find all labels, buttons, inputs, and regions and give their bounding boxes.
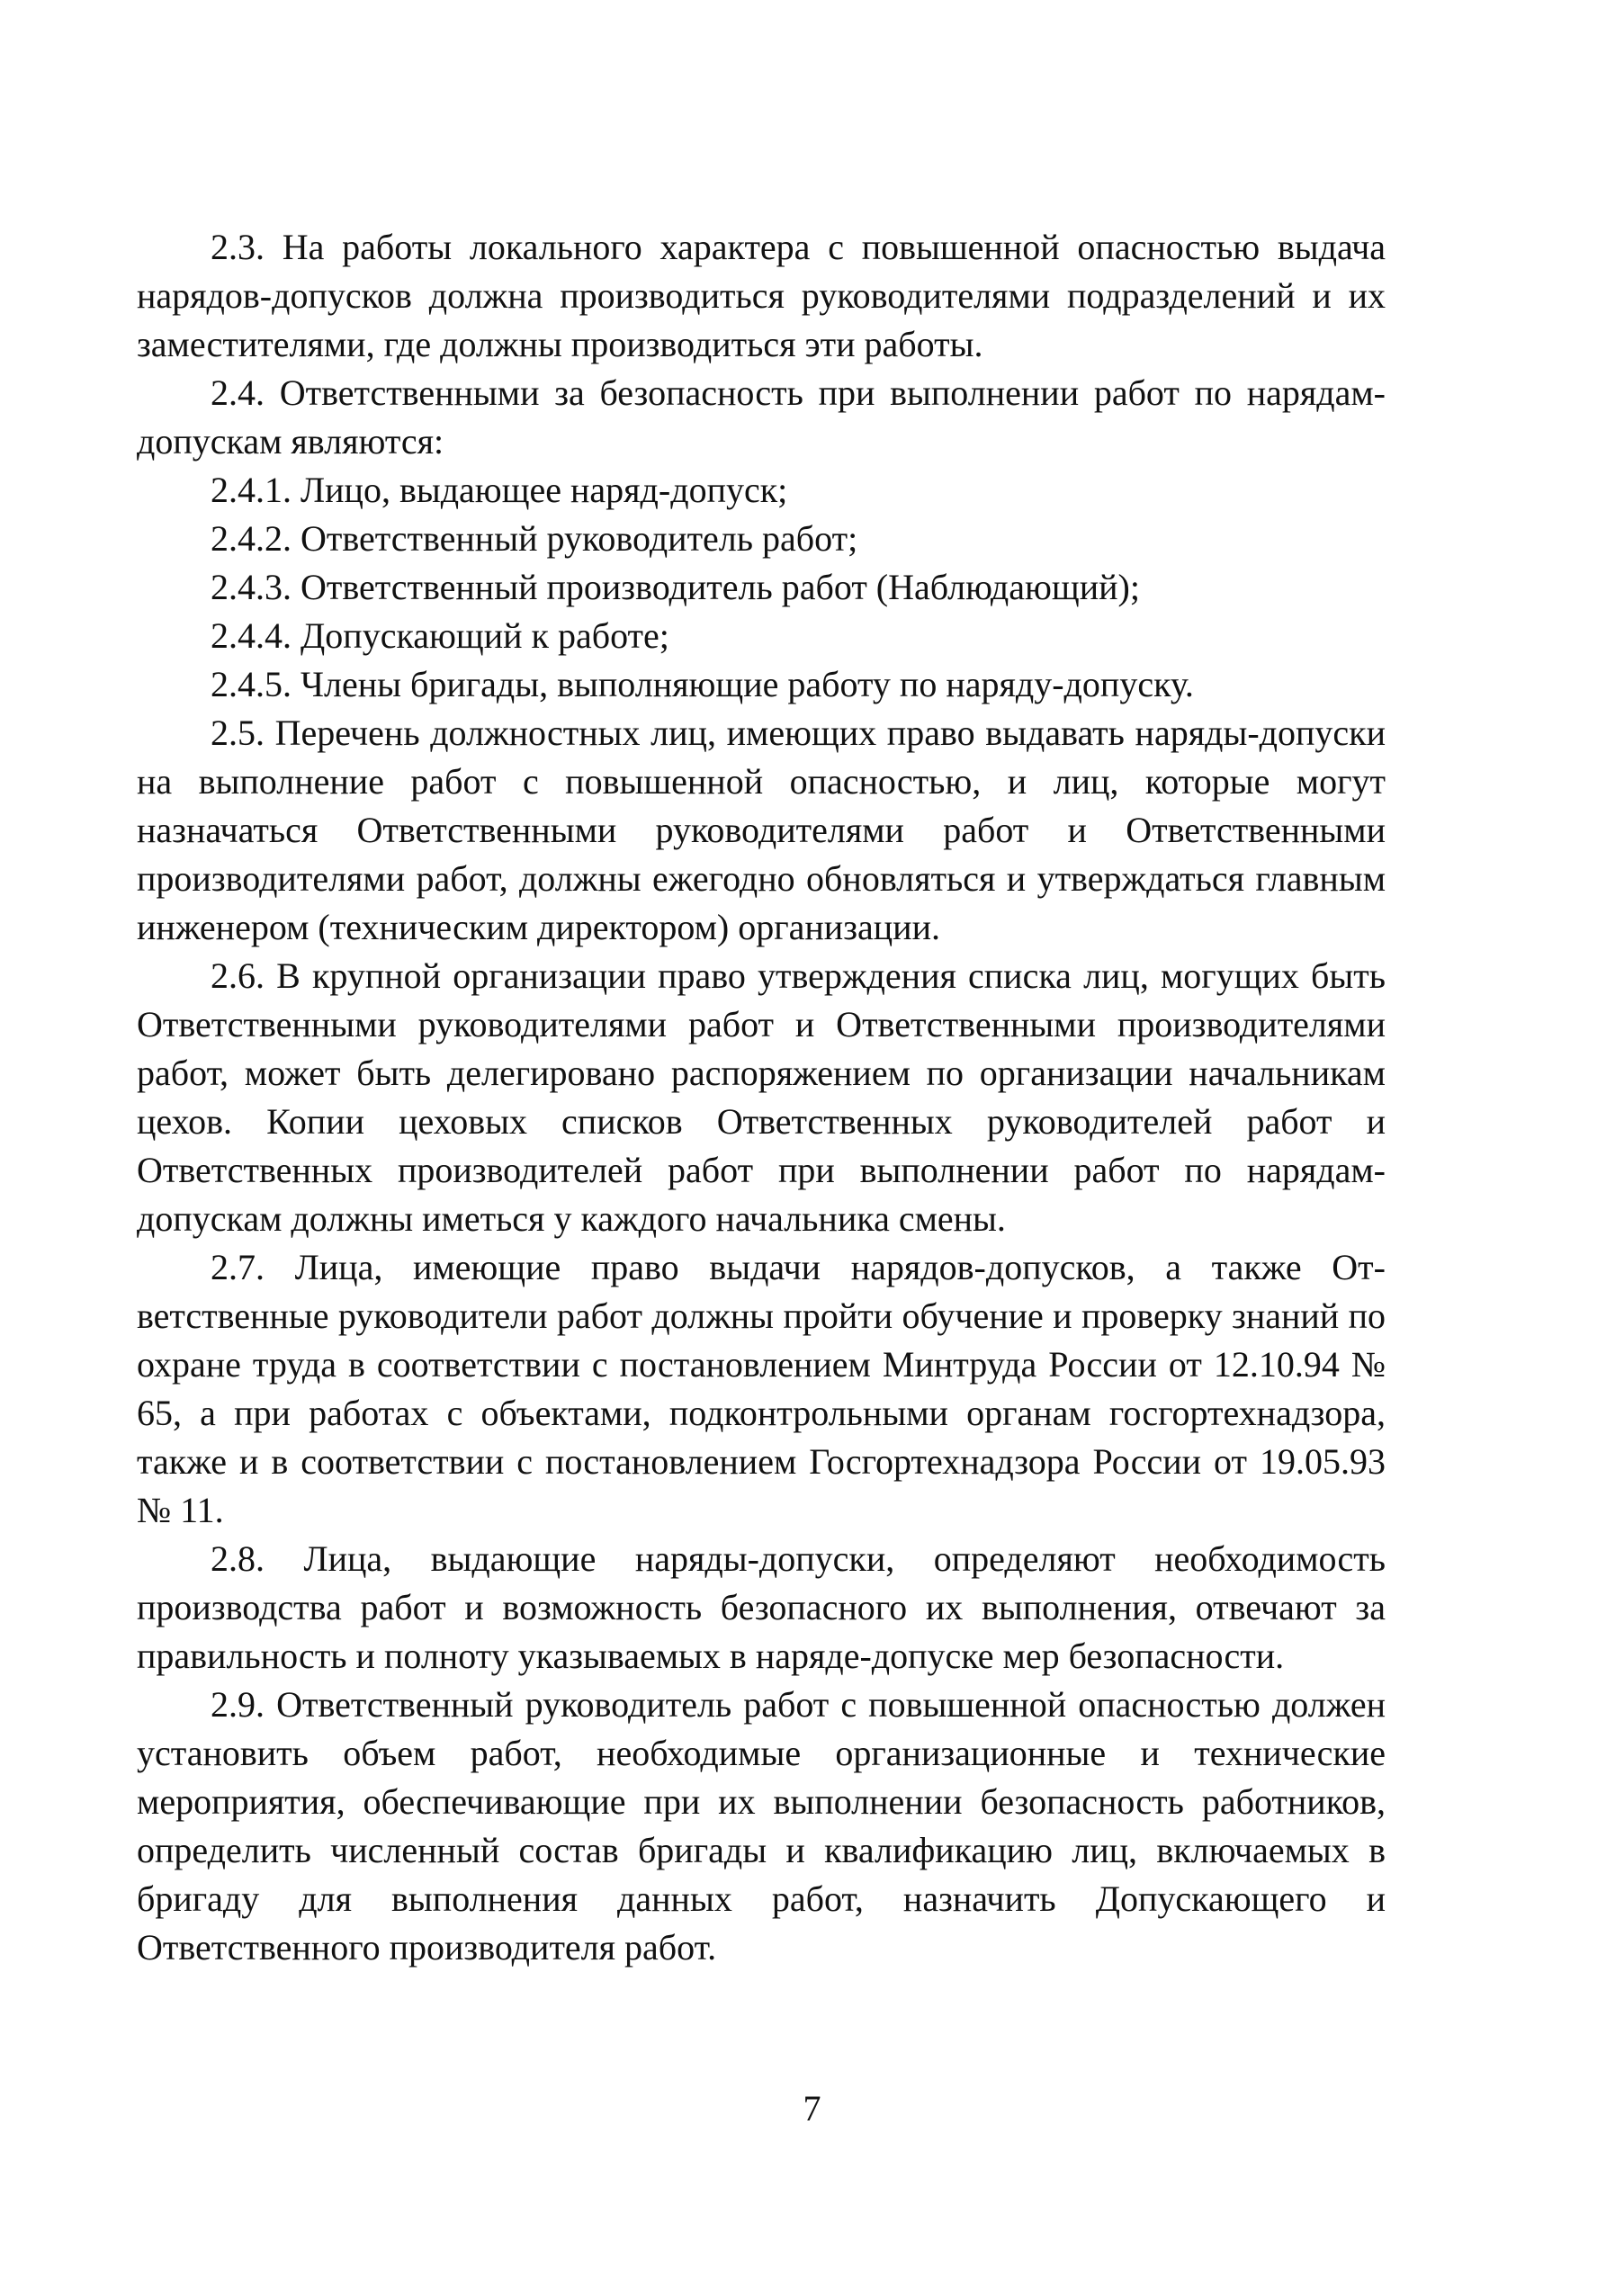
page-number: 7 — [803, 2088, 821, 2129]
paragraph-2-7: 2.7. Лица, имеющие право выдачи нарядов-допусков, а также Ответственные руководители работ должны пройти обучение и проверку знаний по охране труда в соответствии с постановлением Минтруда России от 12.10.94 № 65, а при работах с объектами, подконтрольными органам госгортехнадзора, также и в соответствии с постановлением Госгортехнадзора России от 19.05.93 № 11. — [137, 1247, 1386, 1530]
paragraph-2-4: 2.4. Ответственными за безопасность при выполнении работ по нарядам-допускам являются: — [137, 372, 1386, 462]
list-item-2-4-4: 2.4.4. Допускающий к работе; — [211, 615, 669, 656]
list-item-2-4-3: 2.4.3. Ответственный производитель работ (Наблюдающий); — [211, 567, 1140, 607]
paragraph-2-9: 2.9. Ответственный руководитель работ с повышенной опасностью должен установить объем работ, необходимые организационные и технические мероприятия, обеспечивающие при их выполнении безопасность работников, определить численный состав бригады и квалификацию лиц, включаемых в бригаду для выполнения данных работ, назначить Допускающего и Ответственного производителя работ. — [137, 1684, 1386, 1968]
list-item-2-4-2: 2.4.2. Ответственный руководитель работ; — [211, 518, 858, 559]
paragraph-2-8: 2.8. Лица, выдающие наряды-допуски, определяют необходимость производства работ и возможность безопасного их выполнения, отвечают за правильность и полноту указываемых в наряде-допуске мер безопасности. — [137, 1538, 1386, 1676]
paragraph-2-6: 2.6. В крупной организации право утверждения списка лиц, могущих быть Ответственными руководителями работ и Ответственными производителями работ, может быть делегировано распоряжением по организации начальникам цехов. Копии цеховых списков Ответственных руководителей работ и Ответственных производителей работ при выполнении работ по нарядам-допускам должны иметься у каждого начальника смены. — [137, 955, 1386, 1239]
paragraph-2-3: 2.3. На работы локального характера с повышенной опасностью выдача нарядов-допусков должна производиться руководителями подразделений и их заместителями, где должны производиться эти работы. — [137, 227, 1386, 364]
list-item-2-4-1: 2.4.1. Лицо, выдающее наряд-допуск; — [211, 470, 788, 510]
document-body — [137, 223, 1386, 1972]
paragraph-2-5: 2.5. Перечень должностных лиц, имеющих право выдавать наряды-допуски на выполнение работ с повышенной опасностью, и лиц, которые могут назначаться Ответственными руководителями работ и Ответственными производителями работ, должны ежегодно обновляться и утверждаться главным инженером (техническим директором) организации. — [137, 713, 1386, 947]
list-item-2-4-5: 2.4.5. Члены бригады, выполняющие работу по наряду-допуску. — [211, 664, 1194, 704]
